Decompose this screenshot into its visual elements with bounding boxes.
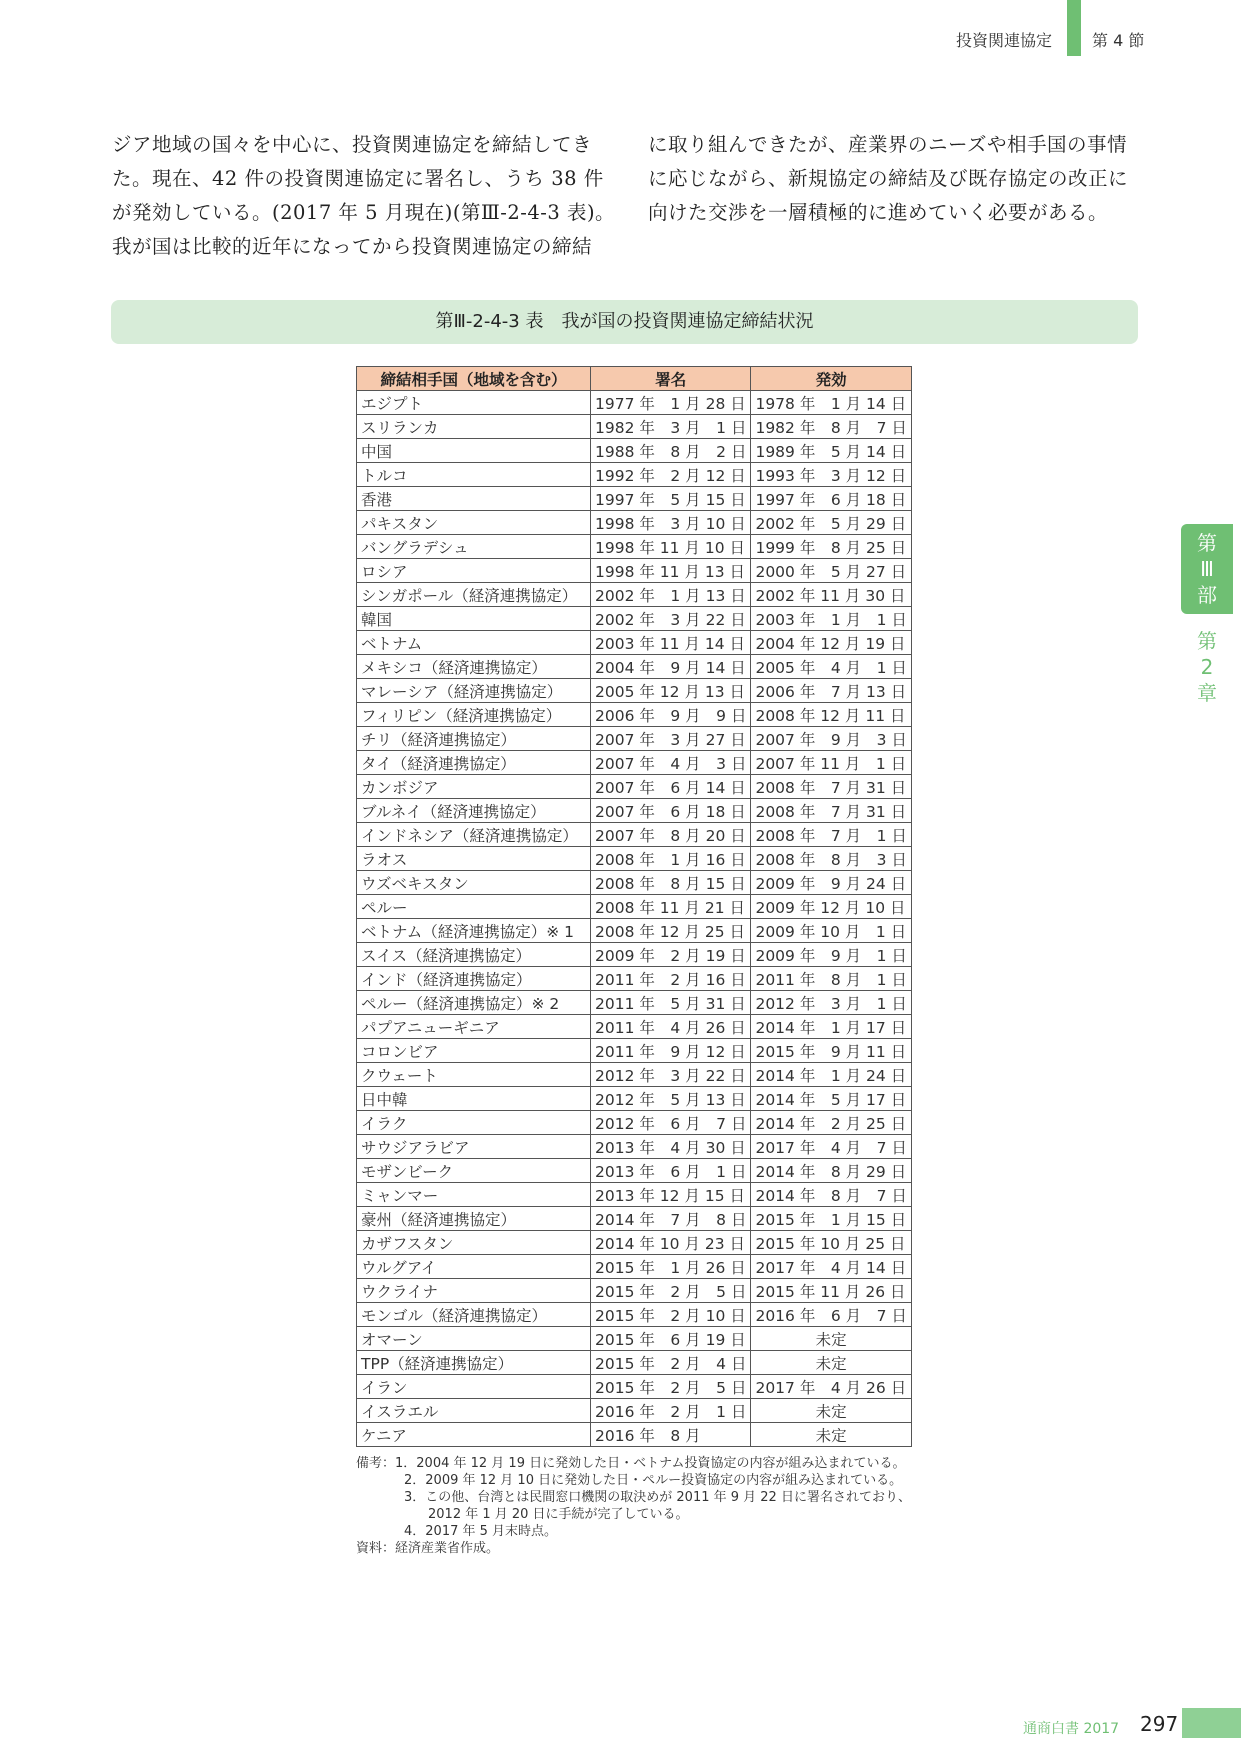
- table-row: [357, 775, 912, 799]
- cell-partner: パプアニューギニア: [357, 1015, 591, 1039]
- side-tab-part-char: 部: [1197, 583, 1217, 607]
- table-row: [357, 871, 912, 895]
- table-row: [357, 463, 912, 487]
- cell-partner: モンゴル（経済連携協定）: [357, 1303, 591, 1327]
- cell-effective: 1997 年 6 月 18 日: [751, 487, 911, 511]
- cell-signed: 1982 年 3 月 1 日: [591, 415, 751, 439]
- table-row: [357, 631, 912, 655]
- agreements-table: [356, 366, 912, 1447]
- cell-partner: ブルネイ（経済連携協定）: [357, 799, 591, 823]
- body-line: 向けた交渉を一層積極的に進めていく必要がある。: [648, 201, 1109, 224]
- note-3: 3．この他、台湾とは民間窓口機関の取決めが 2011 年 9 月 22 日に署名されており、2012 年 1 月 20 日に手続が完了している。: [404, 1490, 911, 1522]
- cell-partner: ケニア: [357, 1423, 591, 1447]
- cell-effective: 未定: [751, 1399, 911, 1423]
- table-row: [357, 391, 912, 415]
- table-row: [357, 991, 912, 1015]
- cell-signed: 2012 年 3 月 22 日: [591, 1063, 751, 1087]
- table-row: [357, 1111, 912, 1135]
- cell-partner: サウジアラビア: [357, 1135, 591, 1159]
- cell-partner: フィリピン（経済連携協定）: [357, 703, 591, 727]
- header-effective: 発効: [751, 367, 911, 391]
- cell-partner: オマーン: [357, 1327, 591, 1351]
- cell-effective: 2011 年 8 月 1 日: [751, 967, 911, 991]
- table-row: [357, 439, 912, 463]
- cell-partner: エジプト: [357, 391, 591, 415]
- cell-signed: 2008 年 12 月 25 日: [591, 919, 751, 943]
- footer-accent-bar: [1182, 1708, 1241, 1738]
- header-chapter-label: 第 4 節: [1092, 31, 1145, 50]
- cell-effective: 2008 年 7 月 31 日: [751, 775, 911, 799]
- body-line: 我が国は比較的近年になってから投資関連協定の締結: [112, 235, 593, 258]
- table-row: [357, 1063, 912, 1087]
- cell-signed: 2014 年 7 月 8 日: [591, 1207, 751, 1231]
- cell-partner: モザンビーク: [357, 1159, 591, 1183]
- cell-signed: 1988 年 8 月 2 日: [591, 439, 751, 463]
- cell-effective: 2009 年 9 月 1 日: [751, 943, 911, 967]
- header-section-title: 投資関連協定: [956, 31, 1053, 50]
- table-row: [357, 583, 912, 607]
- source-note: 資料：経済産業省作成。: [356, 1541, 500, 1556]
- cell-partner: ウクライナ: [357, 1279, 591, 1303]
- table-row: [357, 1207, 912, 1231]
- table-row: [357, 1423, 912, 1447]
- cell-partner: メキシコ（経済連携協定）: [357, 655, 591, 679]
- table-row: [357, 415, 912, 439]
- table-row: [357, 1255, 912, 1279]
- cell-effective: 2007 年 11 月 1 日: [751, 751, 911, 775]
- cell-effective: 2003 年 1 月 1 日: [751, 607, 911, 631]
- header-signed: 署名: [591, 367, 751, 391]
- cell-signed: 2015 年 6 月 19 日: [591, 1327, 751, 1351]
- body-line: ジア地域の国々を中心に、投資関連協定を締結してき: [112, 133, 593, 156]
- cell-effective: 2008 年 7 月 1 日: [751, 823, 911, 847]
- cell-effective: 2014 年 1 月 24 日: [751, 1063, 911, 1087]
- cell-signed: 2011 年 9 月 12 日: [591, 1039, 751, 1063]
- cell-signed: 1998 年 11 月 10 日: [591, 535, 751, 559]
- table-row: [357, 1375, 912, 1399]
- cell-partner: トルコ: [357, 463, 591, 487]
- table-row: [357, 1399, 912, 1423]
- page-number: 297: [1140, 1712, 1179, 1736]
- table-row: [357, 895, 912, 919]
- table-row: [357, 1231, 912, 1255]
- side-tab-chapter: [1181, 628, 1233, 706]
- cell-partner: イスラエル: [357, 1399, 591, 1423]
- table-row: [357, 655, 912, 679]
- cell-effective: 2004 年 12 月 19 日: [751, 631, 911, 655]
- table-row: [357, 535, 912, 559]
- cell-signed: 2008 年 11 月 21 日: [591, 895, 751, 919]
- body-line: が発効している。(2017 年 5 月現在)(第Ⅲ-2-4-3 表)。: [112, 201, 616, 224]
- cell-partner: 香港: [357, 487, 591, 511]
- cell-signed: 2015 年 2 月 5 日: [591, 1375, 751, 1399]
- cell-signed: 2002 年 1 月 13 日: [591, 583, 751, 607]
- table-row: [357, 1159, 912, 1183]
- side-tab-part-char: Ⅲ: [1200, 557, 1214, 581]
- cell-signed: 2012 年 6 月 7 日: [591, 1111, 751, 1135]
- note-1: 備考：1．2004 年 12 月 19 日に発効した日・ベトナム投資協定の内容が組み込まれている。: [356, 1456, 906, 1471]
- cell-partner: ウズベキスタン: [357, 871, 591, 895]
- table-row: [357, 1183, 912, 1207]
- table-row: [357, 487, 912, 511]
- header-accent-bar: [1067, 0, 1081, 56]
- cell-partner: カザフスタン: [357, 1231, 591, 1255]
- cell-partner: イラク: [357, 1111, 591, 1135]
- cell-effective: 1993 年 3 月 12 日: [751, 463, 911, 487]
- side-tab-chapter-char: 2: [1200, 655, 1214, 679]
- table-row: [357, 607, 912, 631]
- cell-partner: パキスタン: [357, 511, 591, 535]
- body-line: た。現在、42 件の投資関連協定に署名し、うち 38 件: [112, 167, 604, 190]
- cell-partner: インド（経済連携協定）: [357, 967, 591, 991]
- cell-signed: 2011 年 2 月 16 日: [591, 967, 751, 991]
- cell-effective: 1982 年 8 月 7 日: [751, 415, 911, 439]
- side-tab-chapter-char: 章: [1197, 681, 1217, 705]
- cell-signed: 1998 年 11 月 13 日: [591, 559, 751, 583]
- body-line: に取り組んできたが、産業界のニーズや相手国の事情: [648, 133, 1128, 156]
- cell-effective: 2014 年 8 月 7 日: [751, 1183, 911, 1207]
- cell-partner: イラン: [357, 1375, 591, 1399]
- cell-signed: 1992 年 2 月 12 日: [591, 463, 751, 487]
- note-4: 4．2017 年 5 月末時点。: [404, 1524, 558, 1539]
- cell-effective: 1989 年 5 月 14 日: [751, 439, 911, 463]
- cell-effective: 2002 年 5 月 29 日: [751, 511, 911, 535]
- cell-partner: ラオス: [357, 847, 591, 871]
- cell-signed: 1977 年 1 月 28 日: [591, 391, 751, 415]
- table-row: [357, 751, 912, 775]
- cell-signed: 2009 年 2 月 19 日: [591, 943, 751, 967]
- table-row: [357, 1039, 912, 1063]
- cell-signed: 1998 年 3 月 10 日: [591, 511, 751, 535]
- cell-partner: 日中韓: [357, 1087, 591, 1111]
- cell-signed: 2008 年 1 月 16 日: [591, 847, 751, 871]
- cell-partner: インドネシア（経済連携協定）: [357, 823, 591, 847]
- cell-signed: 2007 年 6 月 18 日: [591, 799, 751, 823]
- table-row: [357, 559, 912, 583]
- table-notes: [356, 1455, 916, 1557]
- cell-effective: 2009 年 12 月 10 日: [751, 895, 911, 919]
- cell-effective: 2015 年 10 月 25 日: [751, 1231, 911, 1255]
- side-tab-chapter-char: 第: [1197, 629, 1217, 653]
- table-row: [357, 799, 912, 823]
- cell-signed: 2015 年 2 月 5 日: [591, 1279, 751, 1303]
- table-row: [357, 847, 912, 871]
- cell-effective: 2015 年 9 月 11 日: [751, 1039, 911, 1063]
- cell-partner: 中国: [357, 439, 591, 463]
- cell-signed: 2013 年 4 月 30 日: [591, 1135, 751, 1159]
- cell-effective: 未定: [751, 1351, 911, 1375]
- body-text-left: [112, 128, 617, 264]
- cell-signed: 2007 年 8 月 20 日: [591, 823, 751, 847]
- cell-partner: ベトナム（経済連携協定）※ 1: [357, 919, 591, 943]
- body-line: に応じながら、新規協定の締結及び既存協定の改正に: [648, 167, 1129, 190]
- cell-partner: コロンビア: [357, 1039, 591, 1063]
- cell-effective: 1978 年 1 月 14 日: [751, 391, 911, 415]
- cell-partner: ミャンマー: [357, 1183, 591, 1207]
- cell-effective: 2009 年 10 月 1 日: [751, 919, 911, 943]
- cell-effective: 2006 年 7 月 13 日: [751, 679, 911, 703]
- table-row: [357, 1351, 912, 1375]
- body-text-right: [648, 128, 1153, 230]
- cell-effective: 2017 年 4 月 7 日: [751, 1135, 911, 1159]
- cell-effective: 2000 年 5 月 27 日: [751, 559, 911, 583]
- cell-signed: 2016 年 2 月 1 日: [591, 1399, 751, 1423]
- cell-partner: チリ（経済連携協定）: [357, 727, 591, 751]
- table-title: 第Ⅲ-2-4-3 表 我が国の投資関連協定締結状況: [111, 300, 1138, 344]
- note-2: 2．2009 年 12 月 10 日に発効した日・ペルー投資協定の内容が組み込まれている。: [404, 1473, 903, 1488]
- cell-effective: 2012 年 3 月 1 日: [751, 991, 911, 1015]
- cell-partner: TPP（経済連携協定）: [357, 1351, 591, 1375]
- table-row: [357, 823, 912, 847]
- cell-partner: マレーシア（経済連携協定）: [357, 679, 591, 703]
- table-row: [357, 679, 912, 703]
- cell-effective: 2009 年 9 月 24 日: [751, 871, 911, 895]
- cell-partner: スリランカ: [357, 415, 591, 439]
- table-row: [357, 511, 912, 535]
- cell-effective: 2017 年 4 月 14 日: [751, 1255, 911, 1279]
- table-row: [357, 967, 912, 991]
- cell-signed: 2013 年 12 月 15 日: [591, 1183, 751, 1207]
- table-row: [357, 919, 912, 943]
- table-row: [357, 1087, 912, 1111]
- cell-effective: 2014 年 1 月 17 日: [751, 1015, 911, 1039]
- cell-partner: スイス（経済連携協定）: [357, 943, 591, 967]
- cell-signed: 2004 年 9 月 14 日: [591, 655, 751, 679]
- cell-partner: ロシア: [357, 559, 591, 583]
- table-row: [357, 943, 912, 967]
- table-row: [357, 727, 912, 751]
- table-row: [357, 1303, 912, 1327]
- cell-partner: ウルグアイ: [357, 1255, 591, 1279]
- cell-partner: バングラデシュ: [357, 535, 591, 559]
- cell-effective: 2015 年 11 月 26 日: [751, 1279, 911, 1303]
- cell-signed: 2012 年 5 月 13 日: [591, 1087, 751, 1111]
- cell-effective: 2008 年 8 月 3 日: [751, 847, 911, 871]
- cell-partner: シンガポール（経済連携協定）: [357, 583, 591, 607]
- cell-effective: 2017 年 4 月 26 日: [751, 1375, 911, 1399]
- cell-signed: 2007 年 3 月 27 日: [591, 727, 751, 751]
- cell-signed: 2011 年 5 月 31 日: [591, 991, 751, 1015]
- cell-signed: 2008 年 8 月 15 日: [591, 871, 751, 895]
- cell-partner: クウェート: [357, 1063, 591, 1087]
- table-row: [357, 703, 912, 727]
- cell-partner: タイ（経済連携協定）: [357, 751, 591, 775]
- header-partner: 締結相手国（地域を含む）: [357, 367, 591, 391]
- cell-signed: 2007 年 6 月 14 日: [591, 775, 751, 799]
- cell-signed: 1997 年 5 月 15 日: [591, 487, 751, 511]
- cell-signed: 2013 年 6 月 1 日: [591, 1159, 751, 1183]
- cell-effective: 2014 年 5 月 17 日: [751, 1087, 911, 1111]
- cell-effective: 2007 年 9 月 3 日: [751, 727, 911, 751]
- cell-effective: 2014 年 2 月 25 日: [751, 1111, 911, 1135]
- cell-signed: 2007 年 4 月 3 日: [591, 751, 751, 775]
- table-header-row: [357, 367, 912, 391]
- cell-partner: カンボジア: [357, 775, 591, 799]
- table-row: [357, 1279, 912, 1303]
- cell-signed: 2006 年 9 月 9 日: [591, 703, 751, 727]
- cell-effective: 2014 年 8 月 29 日: [751, 1159, 911, 1183]
- cell-signed: 2003 年 11 月 14 日: [591, 631, 751, 655]
- cell-partner: ベトナム: [357, 631, 591, 655]
- cell-effective: 2008 年 12 月 11 日: [751, 703, 911, 727]
- cell-effective: 1999 年 8 月 25 日: [751, 535, 911, 559]
- side-tab-part-char: 第: [1197, 531, 1217, 555]
- cell-signed: 2014 年 10 月 23 日: [591, 1231, 751, 1255]
- cell-signed: 2002 年 3 月 22 日: [591, 607, 751, 631]
- cell-signed: 2015 年 1 月 26 日: [591, 1255, 751, 1279]
- cell-effective: 未定: [751, 1327, 911, 1351]
- cell-signed: 2015 年 2 月 4 日: [591, 1351, 751, 1375]
- cell-signed: 2016 年 8 月: [591, 1423, 751, 1447]
- table-body: [357, 391, 912, 1447]
- cell-effective: 2015 年 1 月 15 日: [751, 1207, 911, 1231]
- table-row: [357, 1015, 912, 1039]
- cell-effective: 2005 年 4 月 1 日: [751, 655, 911, 679]
- cell-signed: 2005 年 12 月 13 日: [591, 679, 751, 703]
- table-row: [357, 1135, 912, 1159]
- table-row: [357, 1327, 912, 1351]
- cell-partner: 韓国: [357, 607, 591, 631]
- cell-effective: 2008 年 7 月 31 日: [751, 799, 911, 823]
- cell-partner: 豪州（経済連携協定）: [357, 1207, 591, 1231]
- cell-signed: 2011 年 4 月 26 日: [591, 1015, 751, 1039]
- cell-effective: 未定: [751, 1423, 911, 1447]
- side-tab-part: [1181, 524, 1233, 614]
- cell-effective: 2016 年 6 月 7 日: [751, 1303, 911, 1327]
- footer-publication: 通商白書 2017: [1023, 1721, 1120, 1737]
- cell-signed: 2015 年 2 月 10 日: [591, 1303, 751, 1327]
- cell-partner: ペルー: [357, 895, 591, 919]
- cell-effective: 2002 年 11 月 30 日: [751, 583, 911, 607]
- cell-partner: ペルー（経済連携協定）※ 2: [357, 991, 591, 1015]
